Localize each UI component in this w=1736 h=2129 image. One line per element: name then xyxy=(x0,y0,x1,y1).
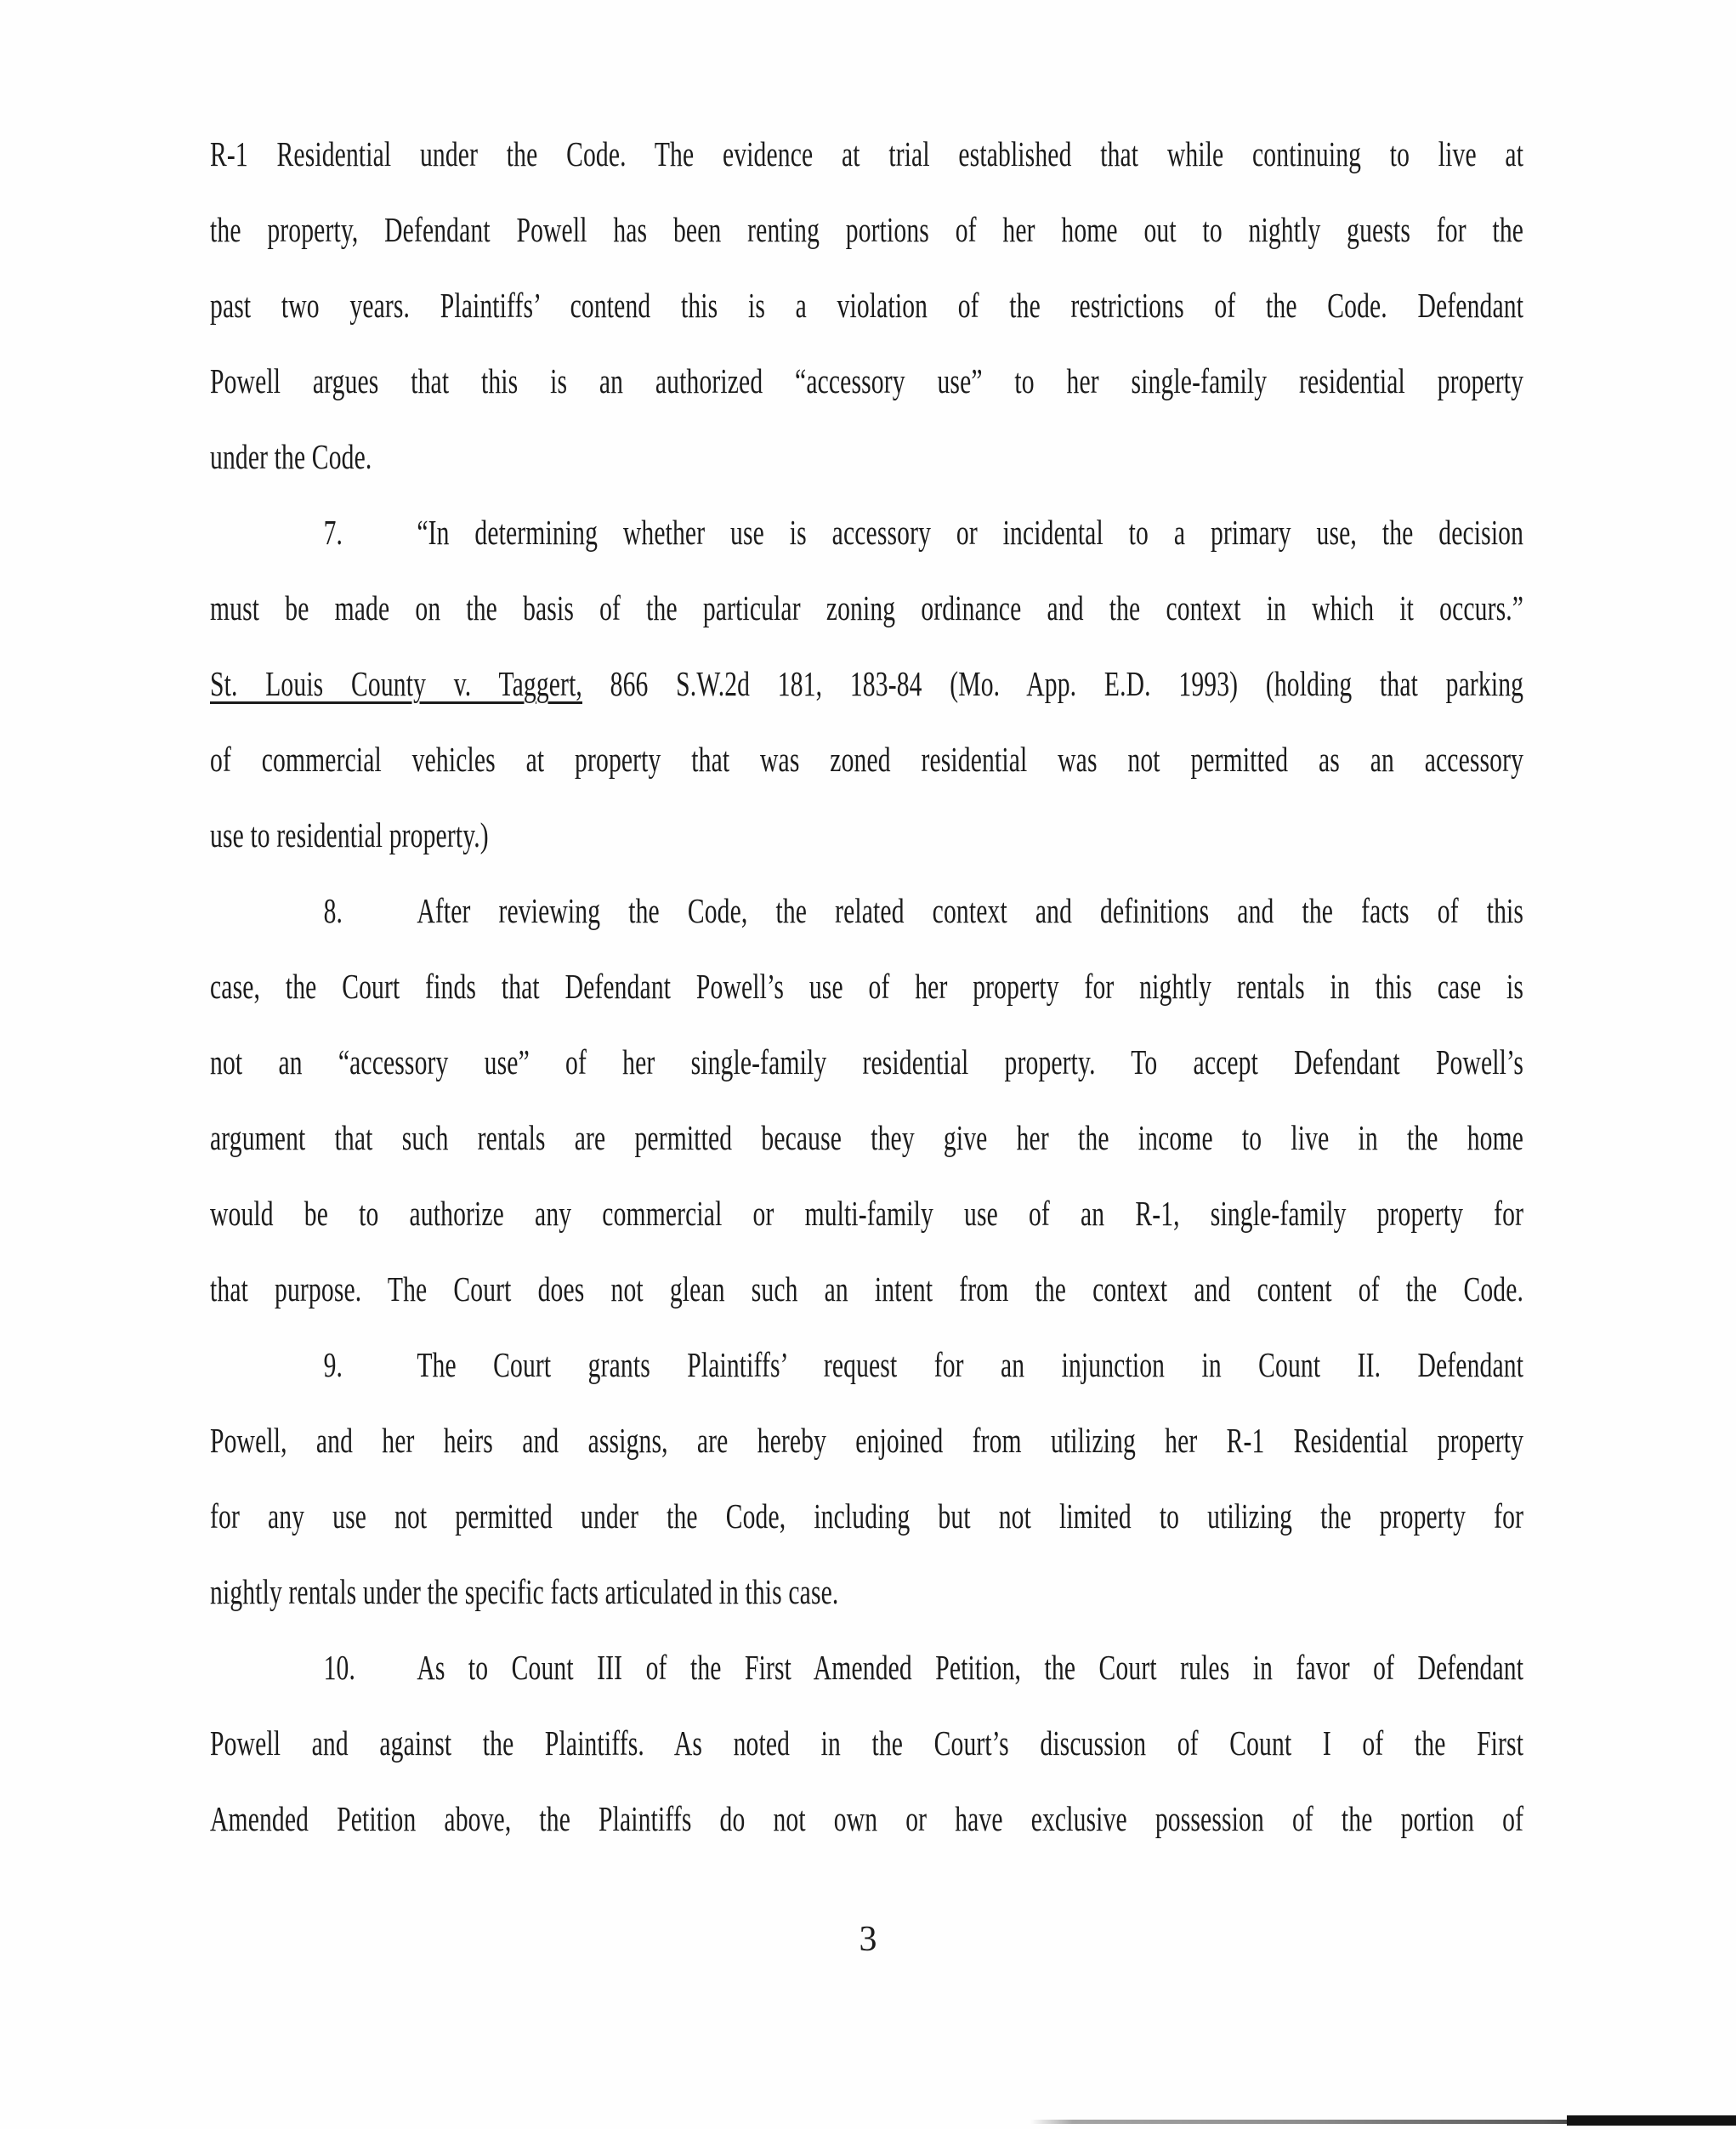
text-line: nightly rentals under the specific facts articulated in this case. xyxy=(210,1572,839,1611)
paragraph-number: 10. xyxy=(323,1648,356,1687)
text-line-body: The Court grants Plaintiffs’ request for an injunction in Count II. Defendant xyxy=(417,1345,1524,1384)
text-line: that purpose. The Court does not glean such an intent from the context and content of the Code. xyxy=(210,1269,1524,1309)
text-line: use to residential property.) xyxy=(210,815,489,854)
text-line: Powell argues that this is an authorized “accessory use” to her single-family residential property xyxy=(210,361,1524,400)
text-line: of commercial vehicles at property that was zoned residential was not permitted as an accessory xyxy=(210,740,1524,779)
case-citation: St. Louis County v. Taggert, xyxy=(210,664,582,703)
paragraph-number: 7. xyxy=(323,513,343,552)
text-line: Amended Petition above, the Plaintiffs do not own or have exclusive possession of the portion of xyxy=(210,1799,1524,1838)
text-line: R-1 Residential under the Code. The evidence at trial established that while continuing to live at xyxy=(210,134,1524,173)
text-line-body: As to Count III of the First Amended Petition, the Court rules in favor of Defendant xyxy=(417,1648,1524,1687)
text-line: argument that such rentals are permitted because they give her the income to live in the home xyxy=(210,1118,1524,1157)
text-line: not an “accessory use” of her single-family residential property. To accept Defendant Powell’s xyxy=(210,1042,1524,1082)
text-line-body: “In determining whether use is accessory or incidental to a primary use, the decision xyxy=(417,513,1524,552)
text-line-numbered xyxy=(210,873,1523,949)
text-line-numbered xyxy=(210,1630,1523,1706)
text-line: case, the Court finds that Defendant Powell’s use of her property for nightly rentals in this case is xyxy=(210,967,1524,1006)
body-text xyxy=(210,116,1523,1857)
text-line: Powell and against the Plaintiffs. As noted in the Court’s discussion of Count I of the First xyxy=(210,1723,1524,1763)
text-line: would be to authorize any commercial or multi-family use of an R-1, single-family property for xyxy=(210,1194,1524,1233)
scan-artifact-bar xyxy=(1567,2115,1736,2126)
text-line-citation xyxy=(210,646,1523,722)
paragraph-number: 8. xyxy=(323,891,343,930)
text-line-body: After reviewing the Code, the related context and definitions and the facts of this xyxy=(417,891,1524,930)
text-line: under the Code. xyxy=(210,437,372,476)
text-line-numbered xyxy=(210,1327,1523,1403)
text-line: past two years. Plaintiffs’ contend this is a violation of the restrictions of the Code. Defendant xyxy=(210,286,1524,325)
paragraph-number: 9. xyxy=(323,1345,343,1384)
text-line-numbered xyxy=(210,495,1523,571)
text-line: for any use not permitted under the Code, including but not limited to utilizing the property for xyxy=(210,1496,1524,1536)
page-number: 3 xyxy=(859,1920,877,1959)
text-line: the property, Defendant Powell has been renting portions of her home out to nightly guests for the xyxy=(210,210,1524,249)
text-line-body: 866 S.W.2d 181, 183-84 (Mo. App. E.D. 1993) (holding that parking xyxy=(582,664,1524,703)
text-line: Powell, and her heirs and assigns, are hereby enjoined from utilizing her R-1 Residential property xyxy=(210,1421,1524,1460)
text-line: must be made on the basis of the particular zoning ordinance and the context in which it occurs.” xyxy=(210,588,1524,627)
